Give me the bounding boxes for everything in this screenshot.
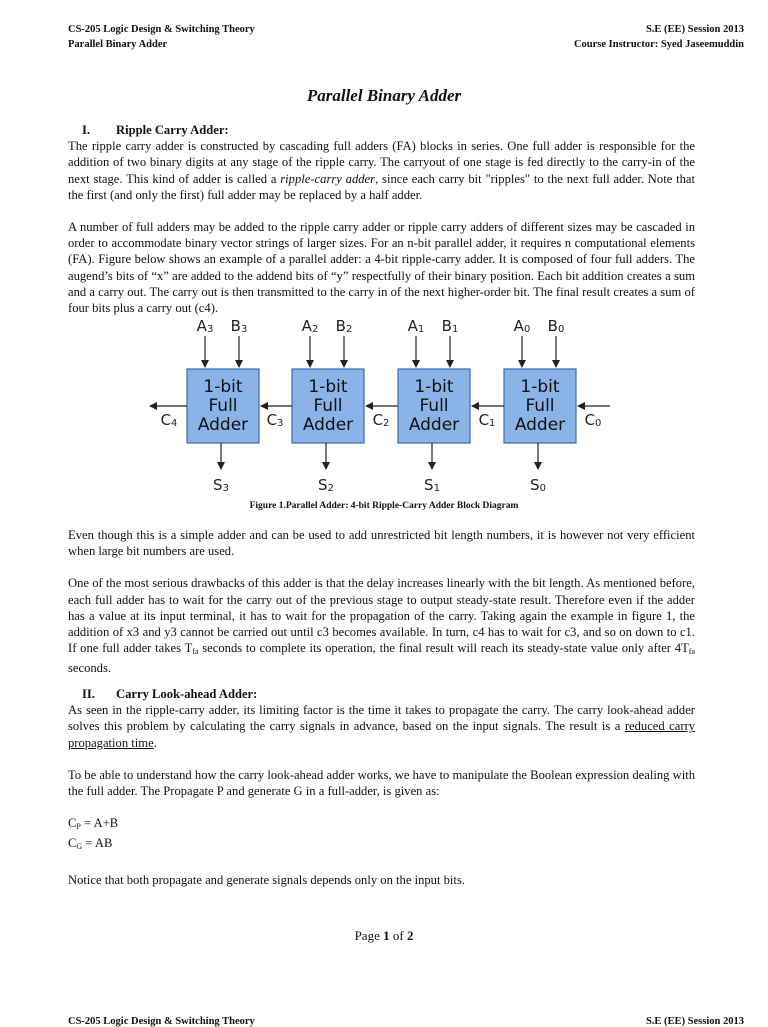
topic-title: Parallel Binary Adder	[68, 39, 168, 50]
subscript: fa	[192, 647, 199, 657]
block-label-line: 1-bit	[308, 377, 348, 397]
subscript: fa	[688, 647, 695, 657]
paragraph-efficiency: Even though this is a simple adder and can be used to add unrestricted bit length numbers, it is however not very efficient when large bit numbers are used.	[68, 528, 695, 559]
header-left	[68, 22, 255, 52]
section-2-paragraph-2: To be able to understand how the carry look-ahead adder works, we have to manipulate the Boolean expression dealing with the full adder. The Propagate P and generate G in a full-adder, is given as:	[68, 767, 695, 799]
input-b-label: B0	[547, 317, 565, 335]
section-2-heading	[68, 686, 695, 702]
section-2-paragraph-3: Notice that both propagate and generate signals depends only on the input bits.	[68, 872, 465, 887]
carry-label: C2	[372, 411, 390, 429]
ripple-carry-term: ripple-carry adder	[280, 171, 376, 186]
block-label-line: Adder	[408, 415, 460, 435]
block-label-line: 1-bit	[203, 377, 243, 397]
figure-caption: Figure 1.Parallel Adder: 4-bit Ripple-Carry Adder Block Diagram	[249, 501, 519, 511]
subscript: G	[76, 842, 83, 852]
instructor-label: Course Instructor: Syed Jaseemuddin	[573, 39, 744, 50]
section-carry-lookahead	[68, 686, 695, 888]
block-label-line: Adder	[514, 415, 566, 435]
next-page-header-left: CS-205 Logic Design & Switching Theory	[68, 1016, 255, 1027]
section-2-number: II.	[82, 687, 95, 701]
eq-rhs: = A+B	[80, 816, 119, 831]
section-2-paragraph-1	[68, 702, 695, 751]
paragraph-drawbacks	[68, 575, 695, 676]
text-run: The ripple carry adder is constructed by cascading full adders (FA) blocks in series. One full adder is responsible for the addition of two binary digits at any stage of the ripple carry. The carryout of one stage is fed directly to the carry-in of the next stage. This kind of adder is called a	[68, 139, 695, 186]
section-1-number: I.	[82, 123, 91, 137]
input-a-label: A3	[196, 317, 214, 335]
carry-label-c4: C4	[160, 411, 178, 429]
section-ripple-carry	[68, 122, 695, 316]
text-run: Page	[354, 928, 384, 943]
text-run: As seen in the ripple-carry adder, its limiting factor is the time it takes to propagate the carry. The carry look-ahead adder solves this problem by calculating the carry signals in advance, based on the input signals. The result is a	[68, 703, 695, 734]
ripple-carry-diagram	[0, 312, 768, 500]
reduced-carry-link: reduced carry propagation time	[68, 719, 695, 750]
section-1-paragraph-1	[68, 138, 695, 203]
carry-label: C3	[266, 411, 284, 429]
full-adder-blocks	[150, 317, 610, 494]
block-label-line: 1-bit	[414, 377, 454, 397]
block-label-line: Full	[525, 396, 555, 416]
sum-label: S0	[530, 476, 546, 494]
block-label-line: Adder	[197, 415, 249, 435]
carry-label: C1	[478, 411, 496, 429]
block-label-line: Full	[419, 396, 449, 416]
text-run: .	[153, 735, 157, 750]
session-label: S.E (EE) Session 2013	[645, 24, 744, 35]
page-number	[0, 928, 768, 944]
input-a-label: A2	[301, 317, 319, 335]
sum-label: S3	[213, 476, 229, 494]
page-title: Parallel Binary Adder	[306, 86, 462, 105]
text-run: One of the most serious drawbacks of this adder is that the delay increases linearly with the bit length. As mentioned before, each full adder has to wait for the carry out of the previous stage to output steady-state result. Therefore even if the adder has a value at its input terminal, it has to wait for the propagation of the carry. Taking again the example in figure 1, the addition of x3 and y3 cannot be carried out until c3 becomes available. In turn, c4 has to wait for c3, and so on down to c1. If one full adder takes T	[68, 576, 695, 656]
input-b-label: B1	[441, 317, 459, 335]
total-pages: 2	[406, 928, 414, 943]
block-label-line: Full	[313, 396, 343, 416]
text-run: , since each carry bit "ripples" to the next full adder. Note that the first (and only the first) full adder may be replaced by a half adder.	[68, 171, 696, 202]
text-run: seconds.	[68, 661, 112, 676]
text-run: of	[389, 928, 407, 943]
section-2-title: Carry Look-ahead Adder:	[116, 687, 258, 701]
input-a-label: A1	[407, 317, 425, 335]
current-page: 1	[383, 928, 390, 943]
input-a-label: A0	[513, 317, 531, 335]
sum-label: S1	[424, 476, 440, 494]
carry-label-c0: C0	[584, 411, 602, 429]
body-after-figure	[68, 527, 695, 677]
header-right	[574, 22, 744, 52]
block-label-line: Full	[208, 396, 238, 416]
text-run: seconds to complete its operation, the final result will reach its steady-state value only after 4T	[198, 641, 689, 656]
input-b-label: B3	[230, 317, 248, 335]
section-1-title: Ripple Carry Adder:	[116, 123, 229, 137]
eq-rhs: = AB	[82, 836, 113, 851]
section-1-paragraph-2: A number of full adders may be added to the ripple carry adder or ripple carry adders of different sizes may be cascaded in order to accommodate binary vector strings of larger sizes. For an n-bit parallel adder, it requires n computational elements (FA). Figure below shows an example of a parallel adder: a 4-bit ripple-carry adder. It is composed of four full adders. The augend’s bits of “x” are added to the addend bits of “y” respectfully of their binary position. Each bit addition creates a sum and a carry out. The carry out is then transmitted to the carry in of the next higher-order bit. The final result creates a sum of four bits plus a carry out (c4).	[68, 220, 695, 316]
equation-propagate	[68, 815, 695, 835]
block-label-line: 1-bit	[520, 377, 560, 397]
input-b-label: B2	[335, 317, 353, 335]
course-title: CS-205 Logic Design & Switching Theory	[68, 24, 255, 35]
subscript: P	[76, 822, 81, 832]
eq-symbol: C	[68, 816, 77, 831]
next-page-header-right: S.E (EE) Session 2013	[645, 1016, 744, 1027]
equation-generate	[68, 835, 695, 855]
eq-symbol: C	[68, 836, 77, 851]
section-1-heading	[68, 122, 695, 138]
sum-label: S2	[318, 476, 334, 494]
block-label-line: Adder	[302, 415, 354, 435]
